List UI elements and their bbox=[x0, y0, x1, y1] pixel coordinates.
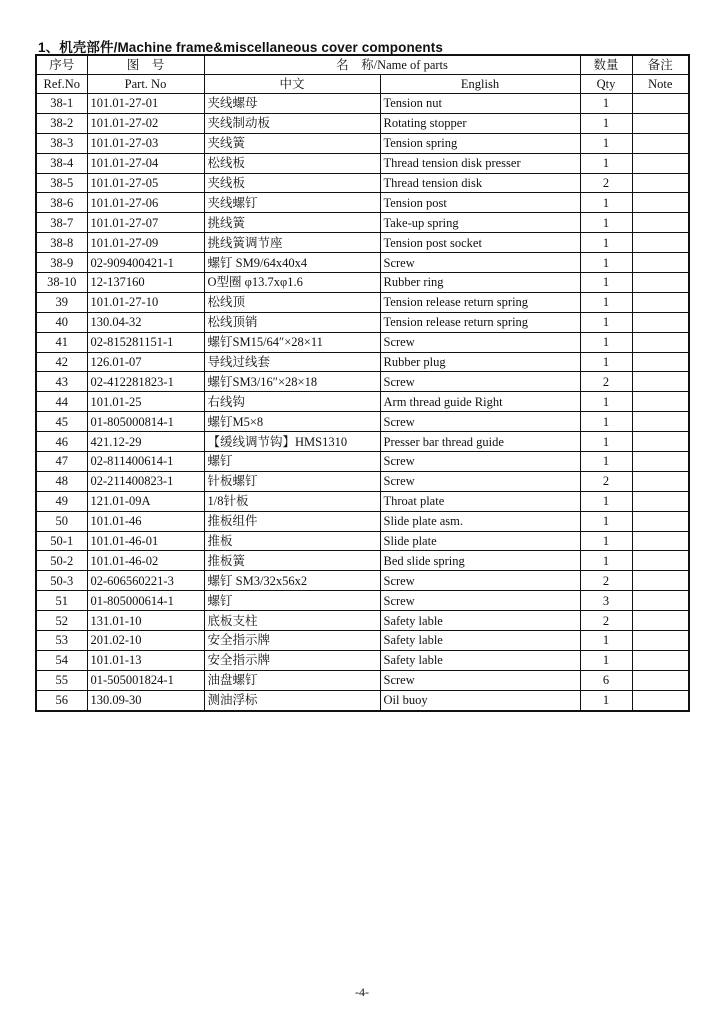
table-row bbox=[36, 670, 689, 690]
cell-qty: 1 bbox=[580, 332, 632, 352]
cell-qty: 1 bbox=[580, 650, 632, 670]
cell-qty: 1 bbox=[580, 412, 632, 432]
cell-name-cn: 推板 bbox=[204, 531, 380, 551]
table-row bbox=[36, 352, 689, 372]
cell-part-no: 101.01-27-04 bbox=[87, 153, 204, 173]
cell-qty: 1 bbox=[580, 352, 632, 372]
cell-note bbox=[632, 113, 689, 133]
cell-note bbox=[632, 611, 689, 631]
cell-note bbox=[632, 412, 689, 432]
table-row bbox=[36, 571, 689, 591]
cell-qty: 2 bbox=[580, 571, 632, 591]
header-name-cn: 中文 bbox=[204, 75, 380, 94]
cell-qty: 1 bbox=[580, 531, 632, 551]
cell-note bbox=[632, 631, 689, 651]
cell-name-en: Take-up spring bbox=[380, 213, 580, 233]
cell-ref-no: 46 bbox=[36, 432, 87, 452]
cell-qty: 2 bbox=[580, 611, 632, 631]
cell-name-en: Screw bbox=[380, 372, 580, 392]
cell-qty: 2 bbox=[580, 173, 632, 193]
cell-part-no: 101.01-46-01 bbox=[87, 531, 204, 551]
cell-part-no: 101.01-13 bbox=[87, 650, 204, 670]
cell-qty: 1 bbox=[580, 94, 632, 114]
cell-note bbox=[632, 94, 689, 114]
cell-qty: 1 bbox=[580, 253, 632, 273]
cell-part-no: 02-412281823-1 bbox=[87, 372, 204, 392]
cell-name-en: Screw bbox=[380, 253, 580, 273]
cell-part-no: 101.01-27-01 bbox=[87, 94, 204, 114]
cell-ref-no: 50-1 bbox=[36, 531, 87, 551]
cell-name-en: Screw bbox=[380, 591, 580, 611]
table-row bbox=[36, 392, 689, 412]
cell-qty: 1 bbox=[580, 153, 632, 173]
cell-qty: 1 bbox=[580, 193, 632, 213]
cell-ref-no: 44 bbox=[36, 392, 87, 412]
cell-note bbox=[632, 392, 689, 412]
header-part-cn: 图 号 bbox=[87, 55, 204, 75]
cell-part-no: 02-909400421-1 bbox=[87, 253, 204, 273]
cell-name-en: Throat plate bbox=[380, 491, 580, 511]
cell-note bbox=[632, 372, 689, 392]
cell-note bbox=[632, 332, 689, 352]
cell-note bbox=[632, 471, 689, 491]
cell-qty: 1 bbox=[580, 690, 632, 710]
cell-qty: 1 bbox=[580, 113, 632, 133]
cell-ref-no: 45 bbox=[36, 412, 87, 432]
cell-note bbox=[632, 253, 689, 273]
cell-part-no: 01-505001824-1 bbox=[87, 670, 204, 690]
cell-name-en: Rotating stopper bbox=[380, 113, 580, 133]
cell-name-cn: 螺钉M5×8 bbox=[204, 412, 380, 432]
cell-qty: 1 bbox=[580, 273, 632, 293]
cell-part-no: 101.01-27-09 bbox=[87, 233, 204, 253]
cell-note bbox=[632, 312, 689, 332]
cell-name-cn: 夹线螺钉 bbox=[204, 193, 380, 213]
cell-name-en: Thread tension disk bbox=[380, 173, 580, 193]
cell-qty: 1 bbox=[580, 631, 632, 651]
cell-ref-no: 55 bbox=[36, 670, 87, 690]
cell-name-en: Rubber plug bbox=[380, 352, 580, 372]
cell-name-cn: 螺钉SM15/64″×28×11 bbox=[204, 332, 380, 352]
table-row bbox=[36, 432, 689, 452]
header-ref-cn: 序号 bbox=[36, 55, 87, 75]
cell-ref-no: 50 bbox=[36, 511, 87, 531]
cell-qty: 1 bbox=[580, 213, 632, 233]
cell-name-en: Screw bbox=[380, 332, 580, 352]
cell-note bbox=[632, 650, 689, 670]
cell-name-cn: 松线顶 bbox=[204, 292, 380, 312]
cell-ref-no: 50-2 bbox=[36, 551, 87, 571]
table-row bbox=[36, 312, 689, 332]
parts-table-header bbox=[36, 55, 689, 94]
cell-part-no: 02-811400614-1 bbox=[87, 452, 204, 472]
cell-qty: 1 bbox=[580, 511, 632, 531]
cell-name-en: Rubber ring bbox=[380, 273, 580, 293]
parts-table-body bbox=[36, 94, 689, 711]
cell-ref-no: 43 bbox=[36, 372, 87, 392]
cell-part-no: 02-211400823-1 bbox=[87, 471, 204, 491]
table-row bbox=[36, 153, 689, 173]
cell-ref-no: 50-3 bbox=[36, 571, 87, 591]
cell-name-cn: 夹线制动板 bbox=[204, 113, 380, 133]
cell-name-en: Screw bbox=[380, 571, 580, 591]
cell-name-en: Tension spring bbox=[380, 133, 580, 153]
cell-note bbox=[632, 531, 689, 551]
cell-ref-no: 38-4 bbox=[36, 153, 87, 173]
table-row bbox=[36, 273, 689, 293]
cell-name-cn: 螺钉 SM9/64x40x4 bbox=[204, 253, 380, 273]
cell-note bbox=[632, 133, 689, 153]
cell-name-en: Screw bbox=[380, 670, 580, 690]
cell-name-en: Screw bbox=[380, 452, 580, 472]
cell-part-no: 01-805000614-1 bbox=[87, 591, 204, 611]
cell-note bbox=[632, 273, 689, 293]
cell-name-en: Tension post socket bbox=[380, 233, 580, 253]
table-row bbox=[36, 551, 689, 571]
cell-name-cn: 螺钉SM3/16″×28×18 bbox=[204, 372, 380, 392]
cell-qty: 1 bbox=[580, 133, 632, 153]
cell-name-cn: O型圈 φ13.7xφ1.6 bbox=[204, 273, 380, 293]
cell-name-en: Tension release return spring bbox=[380, 312, 580, 332]
cell-name-cn: 挑线簧调节座 bbox=[204, 233, 380, 253]
cell-ref-no: 38-6 bbox=[36, 193, 87, 213]
cell-part-no: 101.01-27-03 bbox=[87, 133, 204, 153]
cell-name-cn: 推板簧 bbox=[204, 551, 380, 571]
header-note-cn: 备注 bbox=[632, 55, 689, 75]
cell-note bbox=[632, 193, 689, 213]
table-row bbox=[36, 193, 689, 213]
table-row bbox=[36, 113, 689, 133]
cell-name-cn: 右线钩 bbox=[204, 392, 380, 412]
header-name-en: English bbox=[380, 75, 580, 94]
cell-name-cn: 导线过线套 bbox=[204, 352, 380, 372]
cell-name-cn: 松线板 bbox=[204, 153, 380, 173]
cell-ref-no: 52 bbox=[36, 611, 87, 631]
cell-part-no: 131.01-10 bbox=[87, 611, 204, 631]
cell-ref-no: 39 bbox=[36, 292, 87, 312]
cell-note bbox=[632, 233, 689, 253]
cell-part-no: 02-815281151-1 bbox=[87, 332, 204, 352]
cell-part-no: 101.01-27-10 bbox=[87, 292, 204, 312]
table-row bbox=[36, 292, 689, 312]
table-row bbox=[36, 531, 689, 551]
table-row bbox=[36, 690, 689, 710]
cell-ref-no: 56 bbox=[36, 690, 87, 710]
cell-note bbox=[632, 153, 689, 173]
cell-part-no: 101.01-46-02 bbox=[87, 551, 204, 571]
header-name-group: 名 称/Name of parts bbox=[204, 55, 580, 75]
cell-ref-no: 38-9 bbox=[36, 253, 87, 273]
cell-name-en: Oil buoy bbox=[380, 690, 580, 710]
cell-qty: 1 bbox=[580, 432, 632, 452]
table-row bbox=[36, 611, 689, 631]
cell-ref-no: 38-10 bbox=[36, 273, 87, 293]
cell-ref-no: 38-2 bbox=[36, 113, 87, 133]
cell-qty: 1 bbox=[580, 452, 632, 472]
cell-qty: 1 bbox=[580, 292, 632, 312]
table-row bbox=[36, 173, 689, 193]
cell-part-no: 201.02-10 bbox=[87, 631, 204, 651]
cell-note bbox=[632, 352, 689, 372]
cell-part-no: 101.01-27-07 bbox=[87, 213, 204, 233]
cell-note bbox=[632, 511, 689, 531]
cell-name-en: Bed slide spring bbox=[380, 551, 580, 571]
table-row bbox=[36, 591, 689, 611]
cell-qty: 2 bbox=[580, 372, 632, 392]
cell-note bbox=[632, 670, 689, 690]
cell-ref-no: 42 bbox=[36, 352, 87, 372]
parts-table bbox=[35, 54, 690, 712]
cell-part-no: 126.01-07 bbox=[87, 352, 204, 372]
header-part-en: Part. No bbox=[87, 75, 204, 94]
section-title: 1、机壳部件/Machine frame&miscellaneous cover components bbox=[38, 40, 443, 55]
cell-ref-no: 41 bbox=[36, 332, 87, 352]
cell-qty: 6 bbox=[580, 670, 632, 690]
cell-name-en: Tension nut bbox=[380, 94, 580, 114]
cell-part-no: 101.01-27-06 bbox=[87, 193, 204, 213]
cell-name-cn: 夹线螺母 bbox=[204, 94, 380, 114]
cell-name-en: Arm thread guide Right bbox=[380, 392, 580, 412]
cell-name-cn: 安全指示牌 bbox=[204, 631, 380, 651]
cell-part-no: 101.01-27-05 bbox=[87, 173, 204, 193]
cell-part-no: 01-805000814-1 bbox=[87, 412, 204, 432]
cell-qty: 1 bbox=[580, 551, 632, 571]
table-row bbox=[36, 631, 689, 651]
cell-name-cn: 测油浮标 bbox=[204, 690, 380, 710]
cell-part-no: 130.04-32 bbox=[87, 312, 204, 332]
cell-ref-no: 38-1 bbox=[36, 94, 87, 114]
cell-name-en: Safety lable bbox=[380, 611, 580, 631]
cell-part-no: 12-137160 bbox=[87, 273, 204, 293]
cell-part-no: 02-606560221-3 bbox=[87, 571, 204, 591]
cell-part-no: 421.12-29 bbox=[87, 432, 204, 452]
cell-note bbox=[632, 571, 689, 591]
cell-part-no: 101.01-46 bbox=[87, 511, 204, 531]
cell-note bbox=[632, 591, 689, 611]
cell-name-cn: 底板支柱 bbox=[204, 611, 380, 631]
cell-note bbox=[632, 173, 689, 193]
cell-ref-no: 47 bbox=[36, 452, 87, 472]
header-qty-en: Qty bbox=[580, 75, 632, 94]
table-row bbox=[36, 372, 689, 392]
cell-name-cn: 螺钉 bbox=[204, 591, 380, 611]
cell-ref-no: 38-8 bbox=[36, 233, 87, 253]
cell-name-en: Safety lable bbox=[380, 631, 580, 651]
cell-ref-no: 40 bbox=[36, 312, 87, 332]
cell-note bbox=[632, 432, 689, 452]
table-row bbox=[36, 253, 689, 273]
cell-name-cn: 推板组件 bbox=[204, 511, 380, 531]
table-row bbox=[36, 650, 689, 670]
cell-name-cn: 夹线簧 bbox=[204, 133, 380, 153]
cell-note bbox=[632, 452, 689, 472]
table-row bbox=[36, 233, 689, 253]
cell-qty: 1 bbox=[580, 491, 632, 511]
cell-ref-no: 49 bbox=[36, 491, 87, 511]
cell-name-cn: 挑线簧 bbox=[204, 213, 380, 233]
cell-part-no: 130.09-30 bbox=[87, 690, 204, 710]
cell-name-cn: 1/8针板 bbox=[204, 491, 380, 511]
cell-name-cn: 夹线板 bbox=[204, 173, 380, 193]
cell-name-en: Slide plate asm. bbox=[380, 511, 580, 531]
table-row bbox=[36, 213, 689, 233]
cell-ref-no: 38-5 bbox=[36, 173, 87, 193]
cell-qty: 2 bbox=[580, 471, 632, 491]
cell-name-cn: 安全指示牌 bbox=[204, 650, 380, 670]
cell-ref-no: 51 bbox=[36, 591, 87, 611]
cell-name-en: Thread tension disk presser bbox=[380, 153, 580, 173]
cell-note bbox=[632, 213, 689, 233]
cell-part-no: 101.01-25 bbox=[87, 392, 204, 412]
cell-ref-no: 38-7 bbox=[36, 213, 87, 233]
cell-qty: 1 bbox=[580, 233, 632, 253]
table-row bbox=[36, 471, 689, 491]
cell-note bbox=[632, 551, 689, 571]
cell-name-cn: 油盘螺钉 bbox=[204, 670, 380, 690]
cell-qty: 1 bbox=[580, 392, 632, 412]
cell-name-cn: 螺钉 bbox=[204, 452, 380, 472]
cell-qty: 3 bbox=[580, 591, 632, 611]
cell-name-cn: 松线顶销 bbox=[204, 312, 380, 332]
table-row bbox=[36, 332, 689, 352]
cell-name-cn: 螺钉 SM3/32x56x2 bbox=[204, 571, 380, 591]
cell-part-no: 101.01-27-02 bbox=[87, 113, 204, 133]
table-row bbox=[36, 133, 689, 153]
table-row bbox=[36, 491, 689, 511]
table-row bbox=[36, 452, 689, 472]
cell-name-en: Tension post bbox=[380, 193, 580, 213]
cell-ref-no: 53 bbox=[36, 631, 87, 651]
cell-note bbox=[632, 292, 689, 312]
header-ref-en: Ref.No bbox=[36, 75, 87, 94]
cell-name-en: Tension release return spring bbox=[380, 292, 580, 312]
cell-name-en: Safety lable bbox=[380, 650, 580, 670]
cell-ref-no: 54 bbox=[36, 650, 87, 670]
cell-name-cn: 【缓线调节钩】HMS1310 bbox=[204, 432, 380, 452]
cell-ref-no: 38-3 bbox=[36, 133, 87, 153]
cell-note bbox=[632, 491, 689, 511]
cell-part-no: 121.01-09A bbox=[87, 491, 204, 511]
cell-qty: 1 bbox=[580, 312, 632, 332]
table-row bbox=[36, 511, 689, 531]
cell-name-en: Presser bar thread guide bbox=[380, 432, 580, 452]
cell-name-cn: 针板螺钉 bbox=[204, 471, 380, 491]
cell-note bbox=[632, 690, 689, 710]
cell-ref-no: 48 bbox=[36, 471, 87, 491]
cell-name-en: Screw bbox=[380, 412, 580, 432]
cell-name-en: Slide plate bbox=[380, 531, 580, 551]
cell-name-en: Screw bbox=[380, 471, 580, 491]
table-row bbox=[36, 412, 689, 432]
table-row bbox=[36, 94, 689, 114]
page-number: -4- bbox=[355, 985, 369, 999]
header-qty-cn: 数量 bbox=[580, 55, 632, 75]
header-note-en: Note bbox=[632, 75, 689, 94]
